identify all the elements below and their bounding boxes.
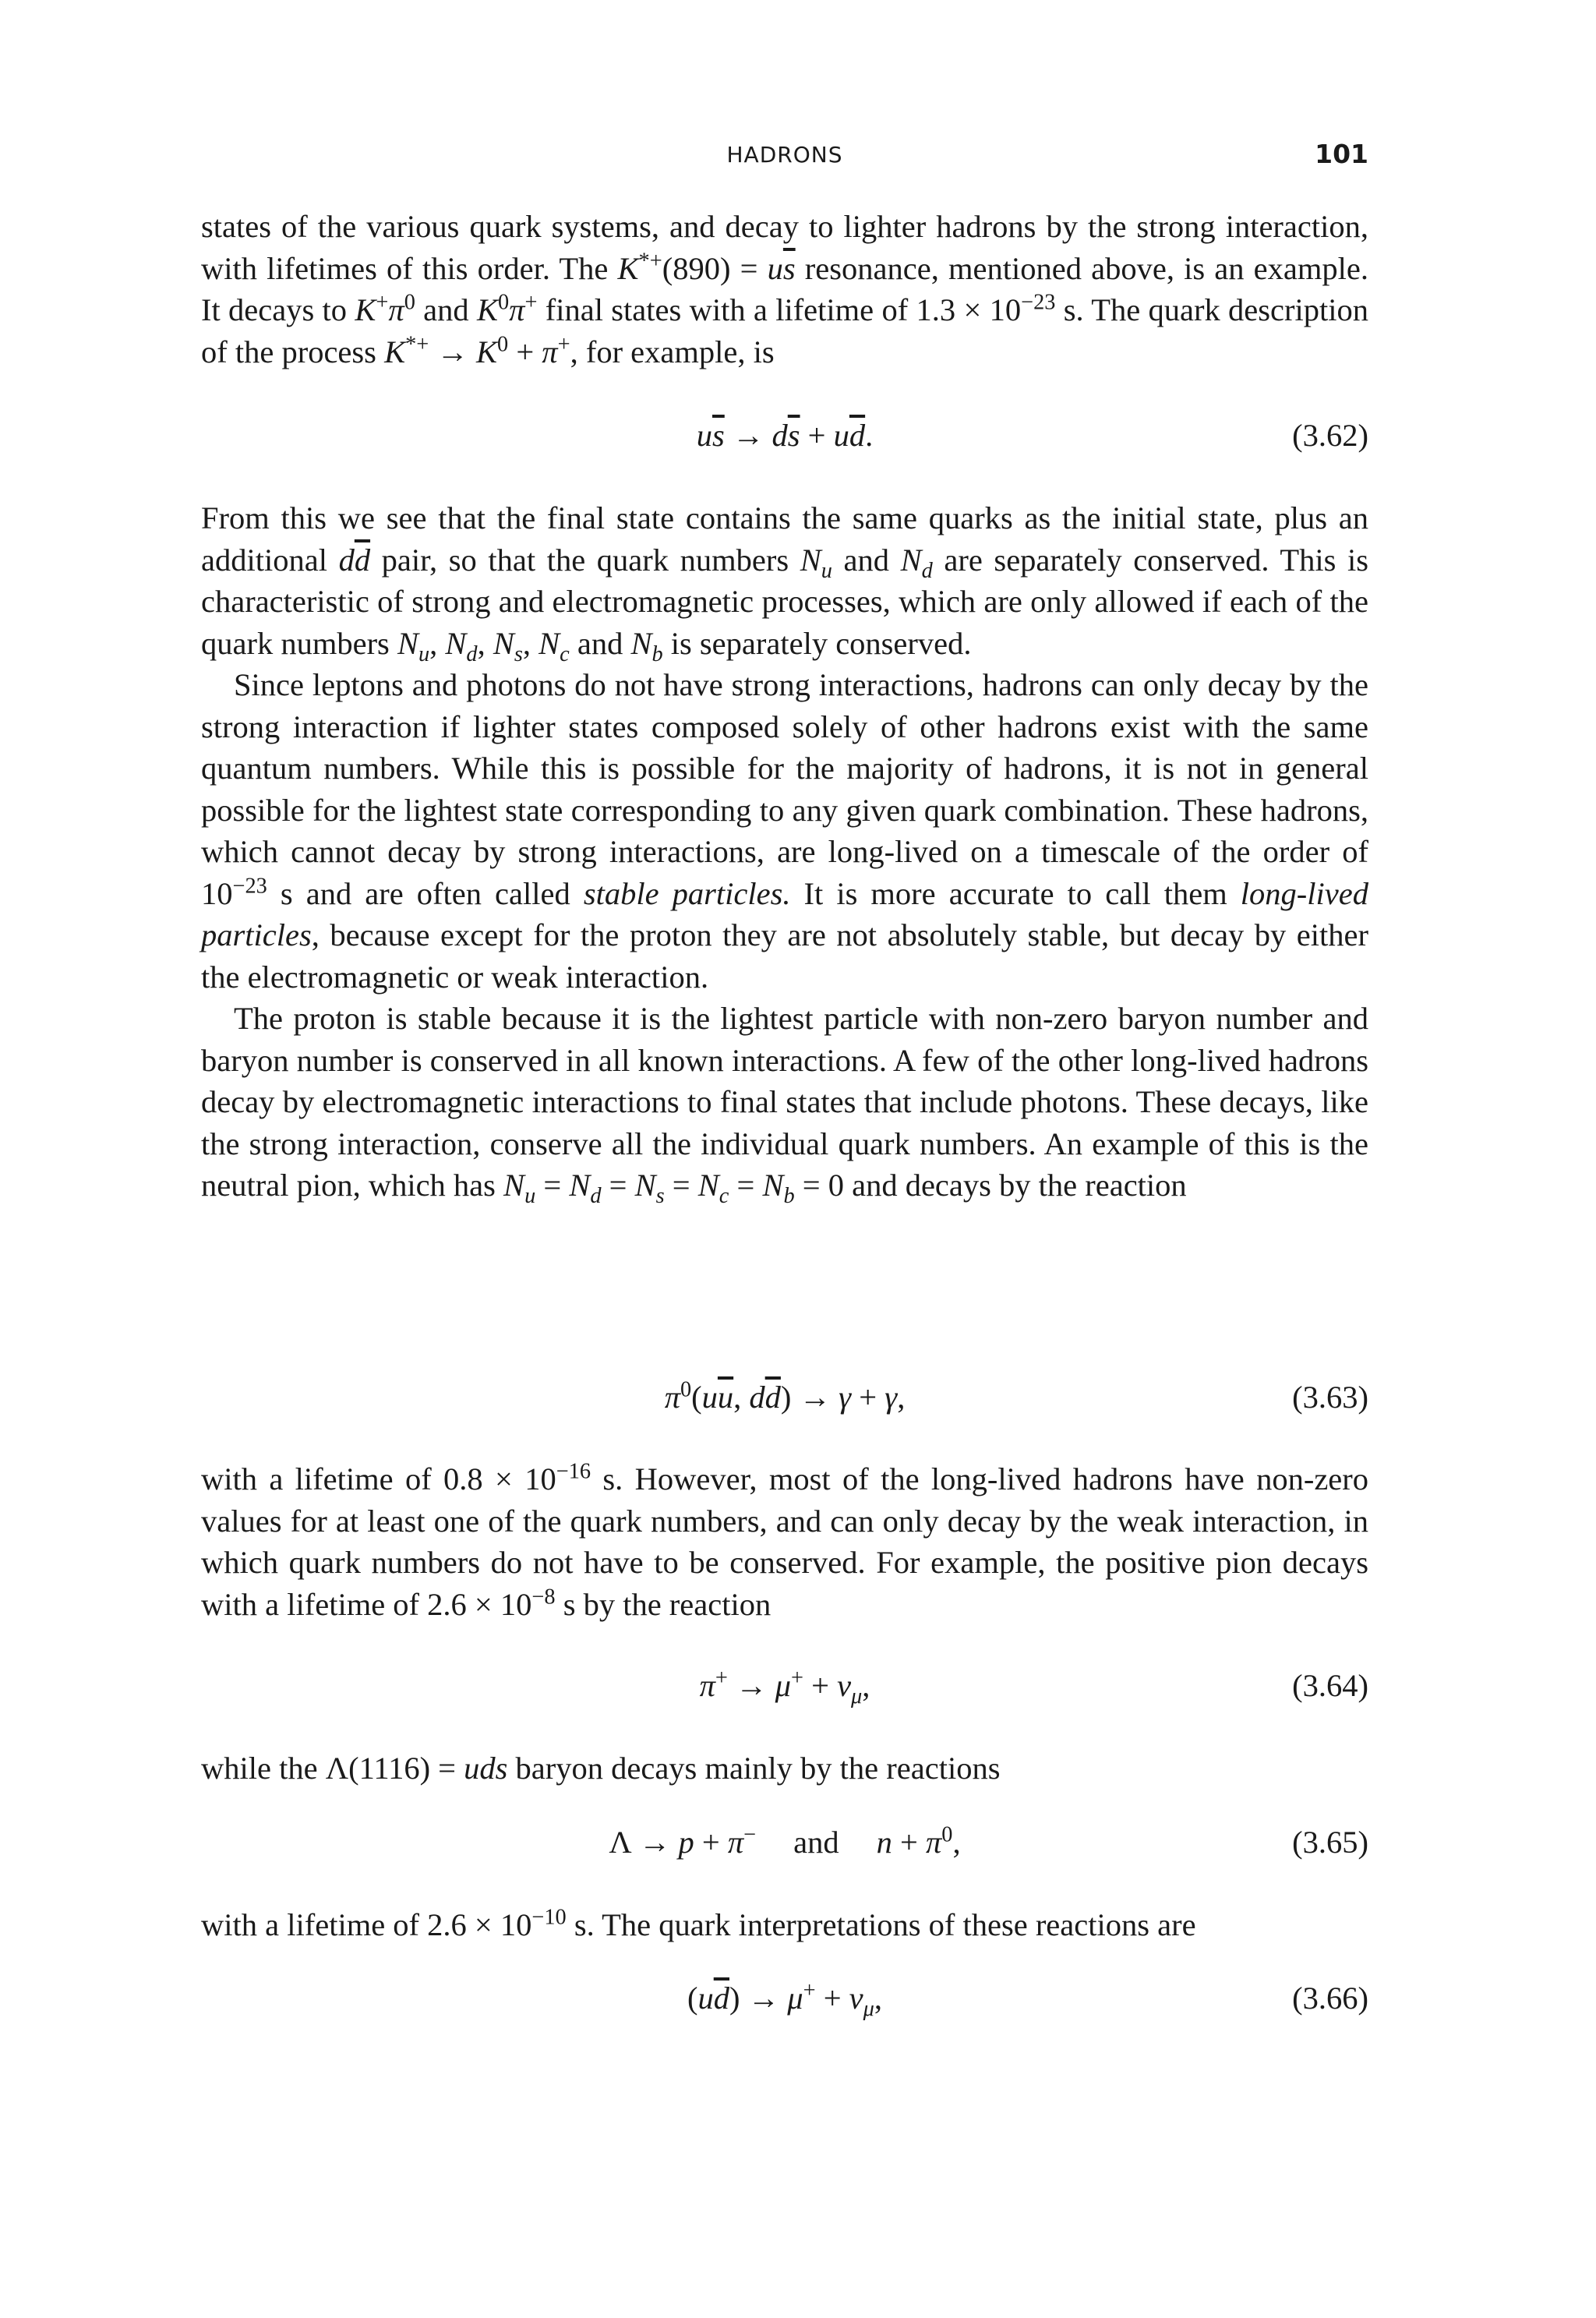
equation-number: (3.63) bbox=[1292, 1380, 1368, 1415]
equation-3-64 bbox=[201, 1664, 1368, 1708]
paragraph-6: while the Λ(1116) = uds baryon decays mainly by the reactions bbox=[201, 1751, 1001, 1786]
text-block-5 bbox=[201, 1904, 1368, 1946]
paragraph-2: From this we see that the final state contains the same quarks as the initial state, plus an additional $d\overline{d}$ pair, so that the quark numbers $N_u$ and $N_d$ are separately conserved. This is characteristic of strong and electromagnetic processes, which are only allowed if each of the quark numbers $N_u$, $N_d$, $N_s$, $N_c$ and $N_b$ is separately conserved. bbox=[201, 500, 1368, 666]
equation-3-66 bbox=[201, 1977, 1368, 2020]
equation-number: (3.66) bbox=[1292, 1981, 1368, 2016]
text-block-2 bbox=[201, 497, 1368, 1207]
paragraph-3: Since leptons and photons do not have strong interactions, hadrons can only decay by the strong interaction if lighter states composed solely of other hadrons exist with the same quantum numbers. While this is possible for the majority of hadrons, it is not in general possible for the lightest state corresponding to any given quark combination. These hadrons, which cannot decay by strong interactions, are long-lived on a timescale of the order of $10^{-23}$ s and are often called stable particles. It is more accurate to call them long-lived particles, because except for the proton they are not absolutely stable, but decay by either the electromagnetic or weak interaction. bbox=[201, 667, 1368, 995]
running-title: HADRONS bbox=[726, 142, 843, 168]
equation-3-65 bbox=[201, 1821, 1368, 1864]
equation-3-63 bbox=[201, 1376, 1368, 1419]
page-number: 101 bbox=[1315, 139, 1368, 169]
text-block-3 bbox=[201, 1458, 1368, 1625]
equation-body: Λ → p + π− and $n + \pi^0$, bbox=[609, 1822, 961, 1860]
paragraph-4: The proton is stable because it is the lightest particle with non-zero baryon number and baryon number is conserved in all known interactions. A few of the other long-lived hadrons decay by electromagnetic interactions to final states that include photons. These decays, like the strong interaction, conserve all the individual quark numbers. An example of this is the neutral pion, which has $N_u = N_d = N_s = N_c = N_b = 0$ and decays by the reaction bbox=[201, 1001, 1368, 1209]
equation-3-62 bbox=[201, 414, 1368, 458]
text-block-4 bbox=[201, 1747, 1368, 1790]
equation-number: (3.62) bbox=[1292, 418, 1368, 453]
paragraph-1: states of the various quark systems, and decay to lighter hadrons by the strong interaction, with lifetimes of this order. The $K^{*+}(890) = u\overline{s}$ resonance, mentioned above, is an example. It decays to $K^+\pi^0$ and $K^0\pi^+$ final states with a lifetime of $1.3 \times 10^{-23}$ s. The quark description of the process $K^{*+} \to K^0 + \pi^+$, for example, is bbox=[201, 209, 1368, 369]
equation-conjunction: and bbox=[793, 1825, 839, 1860]
equation-number: (3.64) bbox=[1292, 1668, 1368, 1703]
equation-body: $\pi^0(u\overline{u}$, $d\overline{d}) \to \gamma + \gamma$, bbox=[664, 1377, 906, 1415]
equation-body: $u\overline{s} \to d\overline{s} + u\overline{d}$. bbox=[696, 418, 874, 453]
equation-body: $(u\overline{d}) \to \mu^+ + \nu_\mu$, bbox=[687, 1978, 883, 2022]
equation-number: (3.65) bbox=[1292, 1825, 1368, 1860]
paragraph-5: with a lifetime of $0.8 \times 10^{-16}$ s. However, most of the long-lived hadrons have non-zero values for at least one of the quark numbers, and can only decay by the weak interaction, in which quark numbers do not have to be conserved. For example, the positive pion decays with a lifetime of $2.6 \times 10^{-8}$ s by the reaction bbox=[201, 1459, 1369, 1622]
running-head bbox=[201, 137, 1368, 171]
paragraph-7: with a lifetime of $2.6 \times 10^{-10}$ s. The quark interpretations of these reactions are bbox=[201, 1905, 1196, 1942]
text-block-1 bbox=[201, 206, 1368, 373]
equation-body: $\pi^+ \to \mu^+ + \nu_\mu$, bbox=[699, 1666, 870, 1709]
